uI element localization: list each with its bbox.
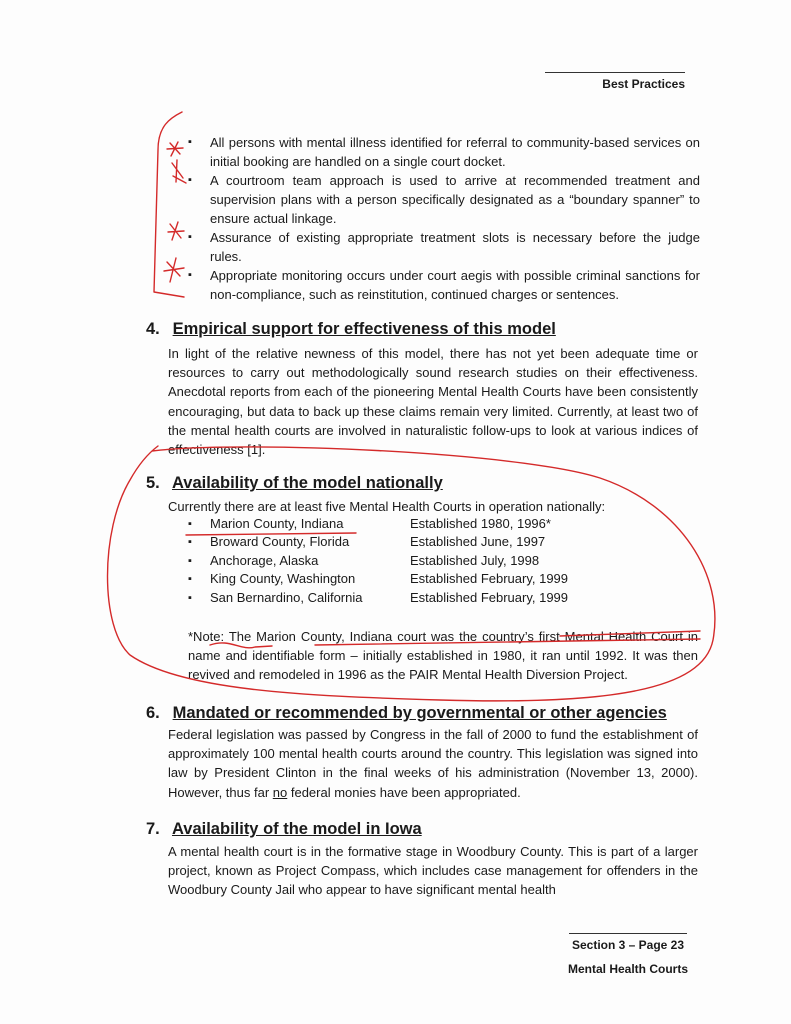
table-row: [188, 570, 608, 588]
court-county: ▪ King County, Washington: [210, 571, 356, 587]
court-established: Established July, 1998: [410, 552, 540, 568]
chapter-name: Mental Health Courts: [567, 962, 688, 976]
running-header: Best Practices: [545, 72, 685, 91]
section-7-heading: [146, 820, 422, 839]
section-5-note: *Note: The Marion County, Indiana court was the country’s first Mental Health Court in name and identifiable form – initially established in 1980, it ran until 1992. It was then revived and remodeled in 1996 as the PAIR Mental Health Diversion Project.: [188, 629, 698, 683]
section-number: 7.: [146, 820, 160, 838]
body-text: Federal legislation was passed by Congress in the fall of 2000 to fund the establishment of approximately 100 mental health courts around the country. This legislation was signed into law by President Clinton in the final weeks of his administration (November 13, 2000). However, thus far: [168, 727, 698, 800]
section-title: Mandated or recommended by governmental or other agencies: [172, 704, 667, 722]
criteria-bullet-list: [188, 133, 700, 304]
table-row: [188, 552, 608, 570]
court-county: ▪ Marion County, Indiana: [210, 516, 344, 531]
list-item: ▪ All persons with mental illness identified for referral to community-based services on initial booking are handled on a single court docket.: [188, 133, 700, 171]
section-5-intro: Currently there are at least five Mental Health Courts in operation nationally:: [168, 499, 606, 514]
section-number: 5.: [146, 474, 160, 492]
section-title: Availability of the model in Iowa: [171, 820, 422, 838]
courts-list: [188, 515, 608, 607]
court-established: Established June, 1997: [410, 534, 546, 550]
court-established: Established 1980, 1996*: [410, 516, 551, 531]
court-established: Established February, 1999: [410, 571, 569, 587]
section-number: 4.: [146, 320, 160, 338]
section-4-body: In light of the relative newness of this model, there has not yet been adequate time or resources to carry out methodologically sound research studies on their effectiveness. Anecdotal reports from each of the pioneering Mental Health Courts have been consistently encouraging, but data to back up these claims remain very limited. Currently, at least two of the mental health courts are involved in naturalistic follow-ups to look at various indices of effectiveness [1].: [168, 346, 698, 458]
asterisk-mark: [172, 160, 186, 183]
margin-bracket: [154, 112, 184, 297]
asterisk-mark: [168, 222, 184, 240]
list-item: ▪ A courtroom team approach is used to arrive at recommended treatment and supervision plans with a person specifically designated as a “boundary spanner” to ensure actual linkage.: [188, 171, 700, 228]
list-item: ▪ Appropriate monitoring occurs under court aegis with possible criminal sanctions for non-compliance, such as reinstitution, continued charges or sentences.: [188, 266, 700, 304]
table-row: [188, 533, 608, 551]
court-county: ▪ Broward County, Florida: [210, 534, 350, 550]
section-title: Empirical support for effectiveness of this model: [172, 320, 556, 338]
list-item: ▪ Assurance of existing appropriate treatment slots is necessary before the judge rules.: [188, 228, 700, 266]
emphasis-text: no: [272, 784, 288, 800]
section-7-body: A mental health court is in the formative stage in Woodbury County. This is part of a larger project, known as Project Compass, which includes case management for offenders in the Woodbury County Jail who appear to have significant mental health: [168, 844, 698, 898]
court-county: ▪ Anchorage, Alaska: [210, 552, 319, 568]
section-number: 6.: [146, 704, 160, 722]
section-5-heading: [146, 474, 443, 493]
table-row: [188, 589, 608, 607]
asterisk-mark: [167, 142, 183, 156]
section-6-body: [168, 725, 698, 802]
section-4-heading: [146, 320, 556, 339]
body-text: federal monies have been appropriated.: [287, 784, 521, 800]
asterisk-mark: [164, 258, 184, 282]
table-row: [188, 515, 608, 533]
court-established: Established February, 1999: [410, 589, 569, 605]
section-6-heading: [146, 704, 667, 723]
page-number: Section 3 – Page 23: [569, 933, 687, 952]
section-title: Availability of the model nationally: [171, 474, 443, 492]
page-footer: [560, 933, 696, 976]
court-county: ▪ San Bernardino, California: [210, 589, 363, 605]
